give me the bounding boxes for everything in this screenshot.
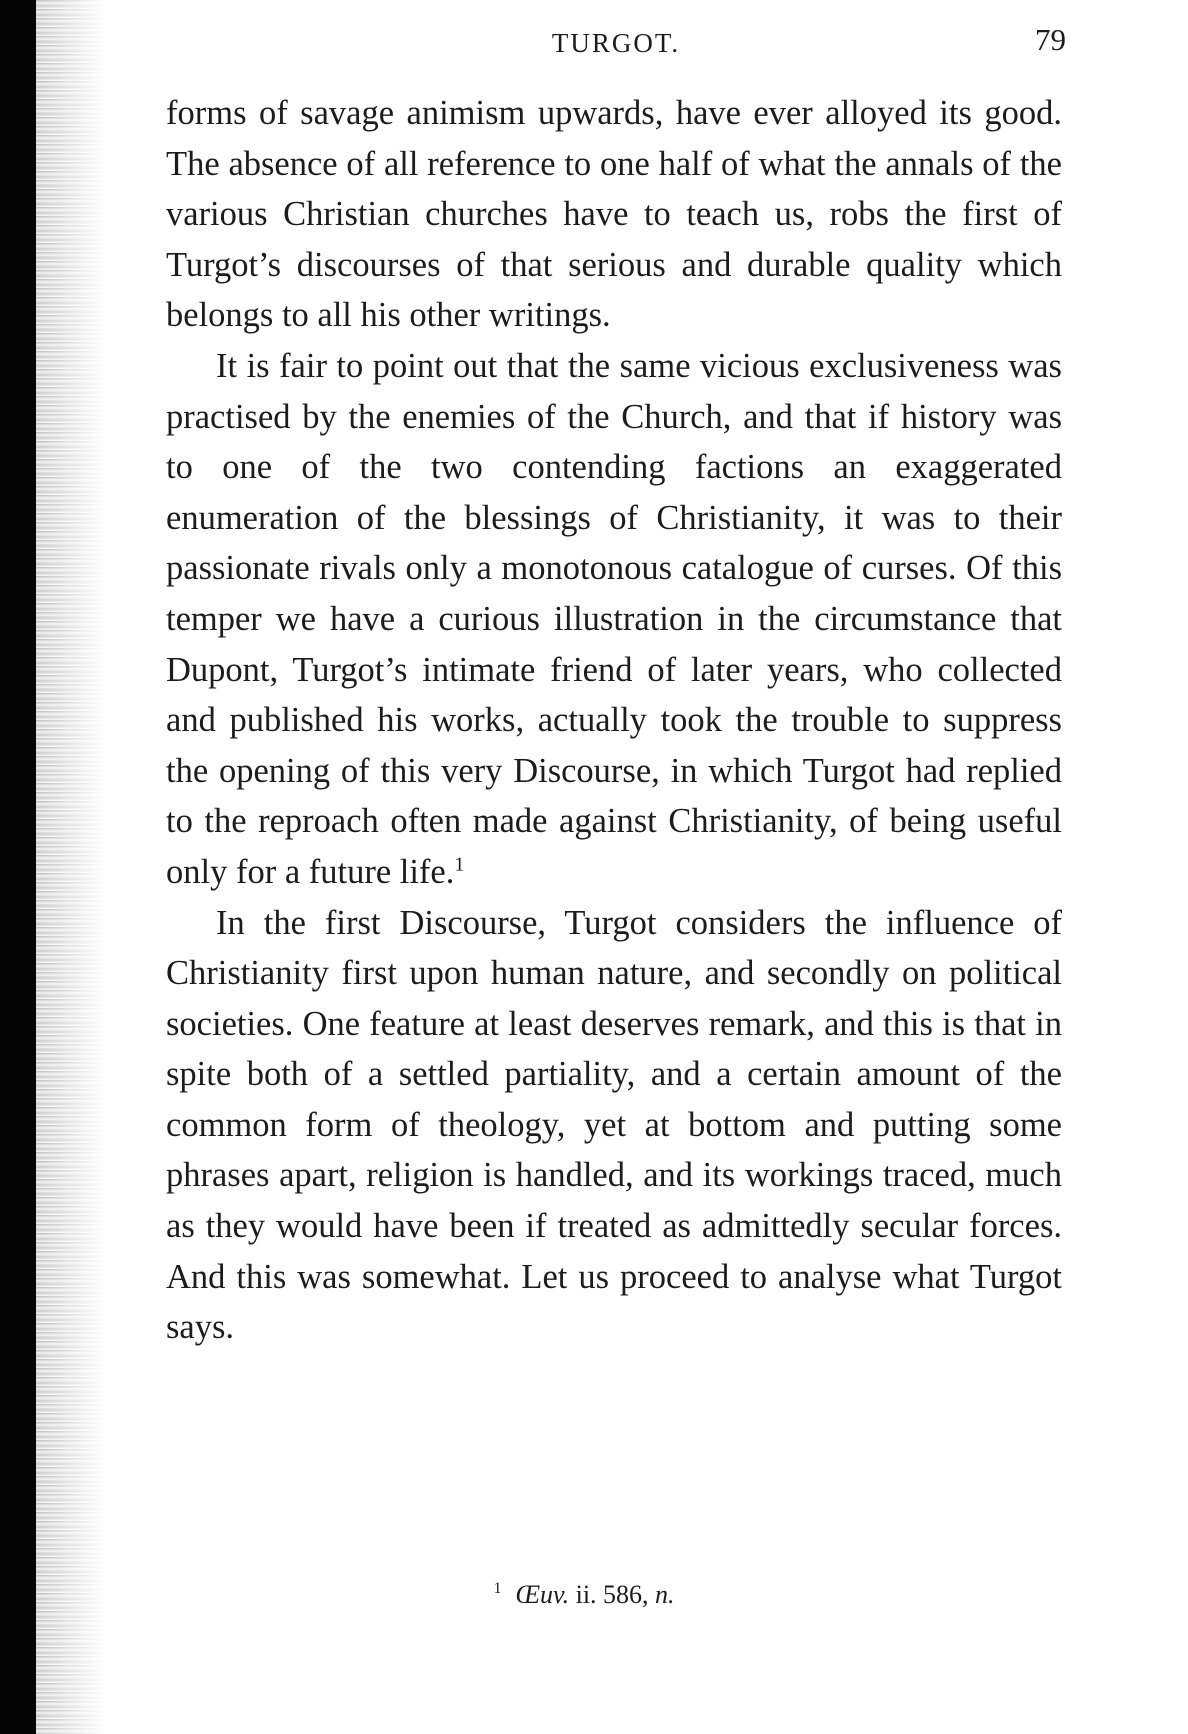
- page-number: 79: [1035, 22, 1066, 57]
- footnote-mark: 1: [493, 1580, 502, 1598]
- paragraph-2: [166, 341, 1062, 898]
- page-header: [166, 22, 1066, 62]
- footnote-reference: 1: [454, 853, 465, 876]
- footnote-source: Œuv.: [515, 1580, 570, 1609]
- paragraph-2-text: It is fair to point out that the same vicious exclusiveness was practised by the enemies of the Church, and that if history was to one of the two contending factions an exaggerated enumeration of the blessings of Christianity, it was to their passionate rivals only a monotonous catalogue of curses. Of this temper we have a curious illustration in the circumstance that Dupont, Turgot’s intimate friend of later years, who collected and published his works, actually took the trouble to suppress the opening of this very Discourse, in which Turgot had replied to the reproach often made against Christianity, of being useful only for a future life.: [166, 346, 1062, 891]
- page-body: [166, 88, 1062, 1353]
- footnote: [166, 1580, 1062, 1610]
- scan-edge-shadow: [36, 0, 106, 1734]
- running-head: TURGOT.: [551, 28, 681, 58]
- paragraph-1: forms of savage animism upwards, have ever alloyed its good. The absence of all reference to one half of what the annals of the various Christian churches have to teach us, robs the first of Turgot’s discourses of that serious and durable quality which belongs to all his other writings.: [166, 94, 1062, 335]
- paragraph-3: In the first Discourse, Turgot considers the influence of Christianity first upon human nature, and secondly on political societies. One feature at least deserves remark, and this is that in spite both of a settled partiality, and a certain amount of the common form of theology, yet at bottom and putting some phrases apart, religion is handled, and its workings traced, much as they would have been if treated as admittedly secular forces. And this was somewhat. Let us proceed to analyse what Turgot says.: [166, 903, 1062, 1347]
- footnote-ref: ii. 586,: [569, 1580, 656, 1609]
- footnote-note: n.: [655, 1580, 675, 1609]
- scan-binding-edge: [0, 0, 36, 1734]
